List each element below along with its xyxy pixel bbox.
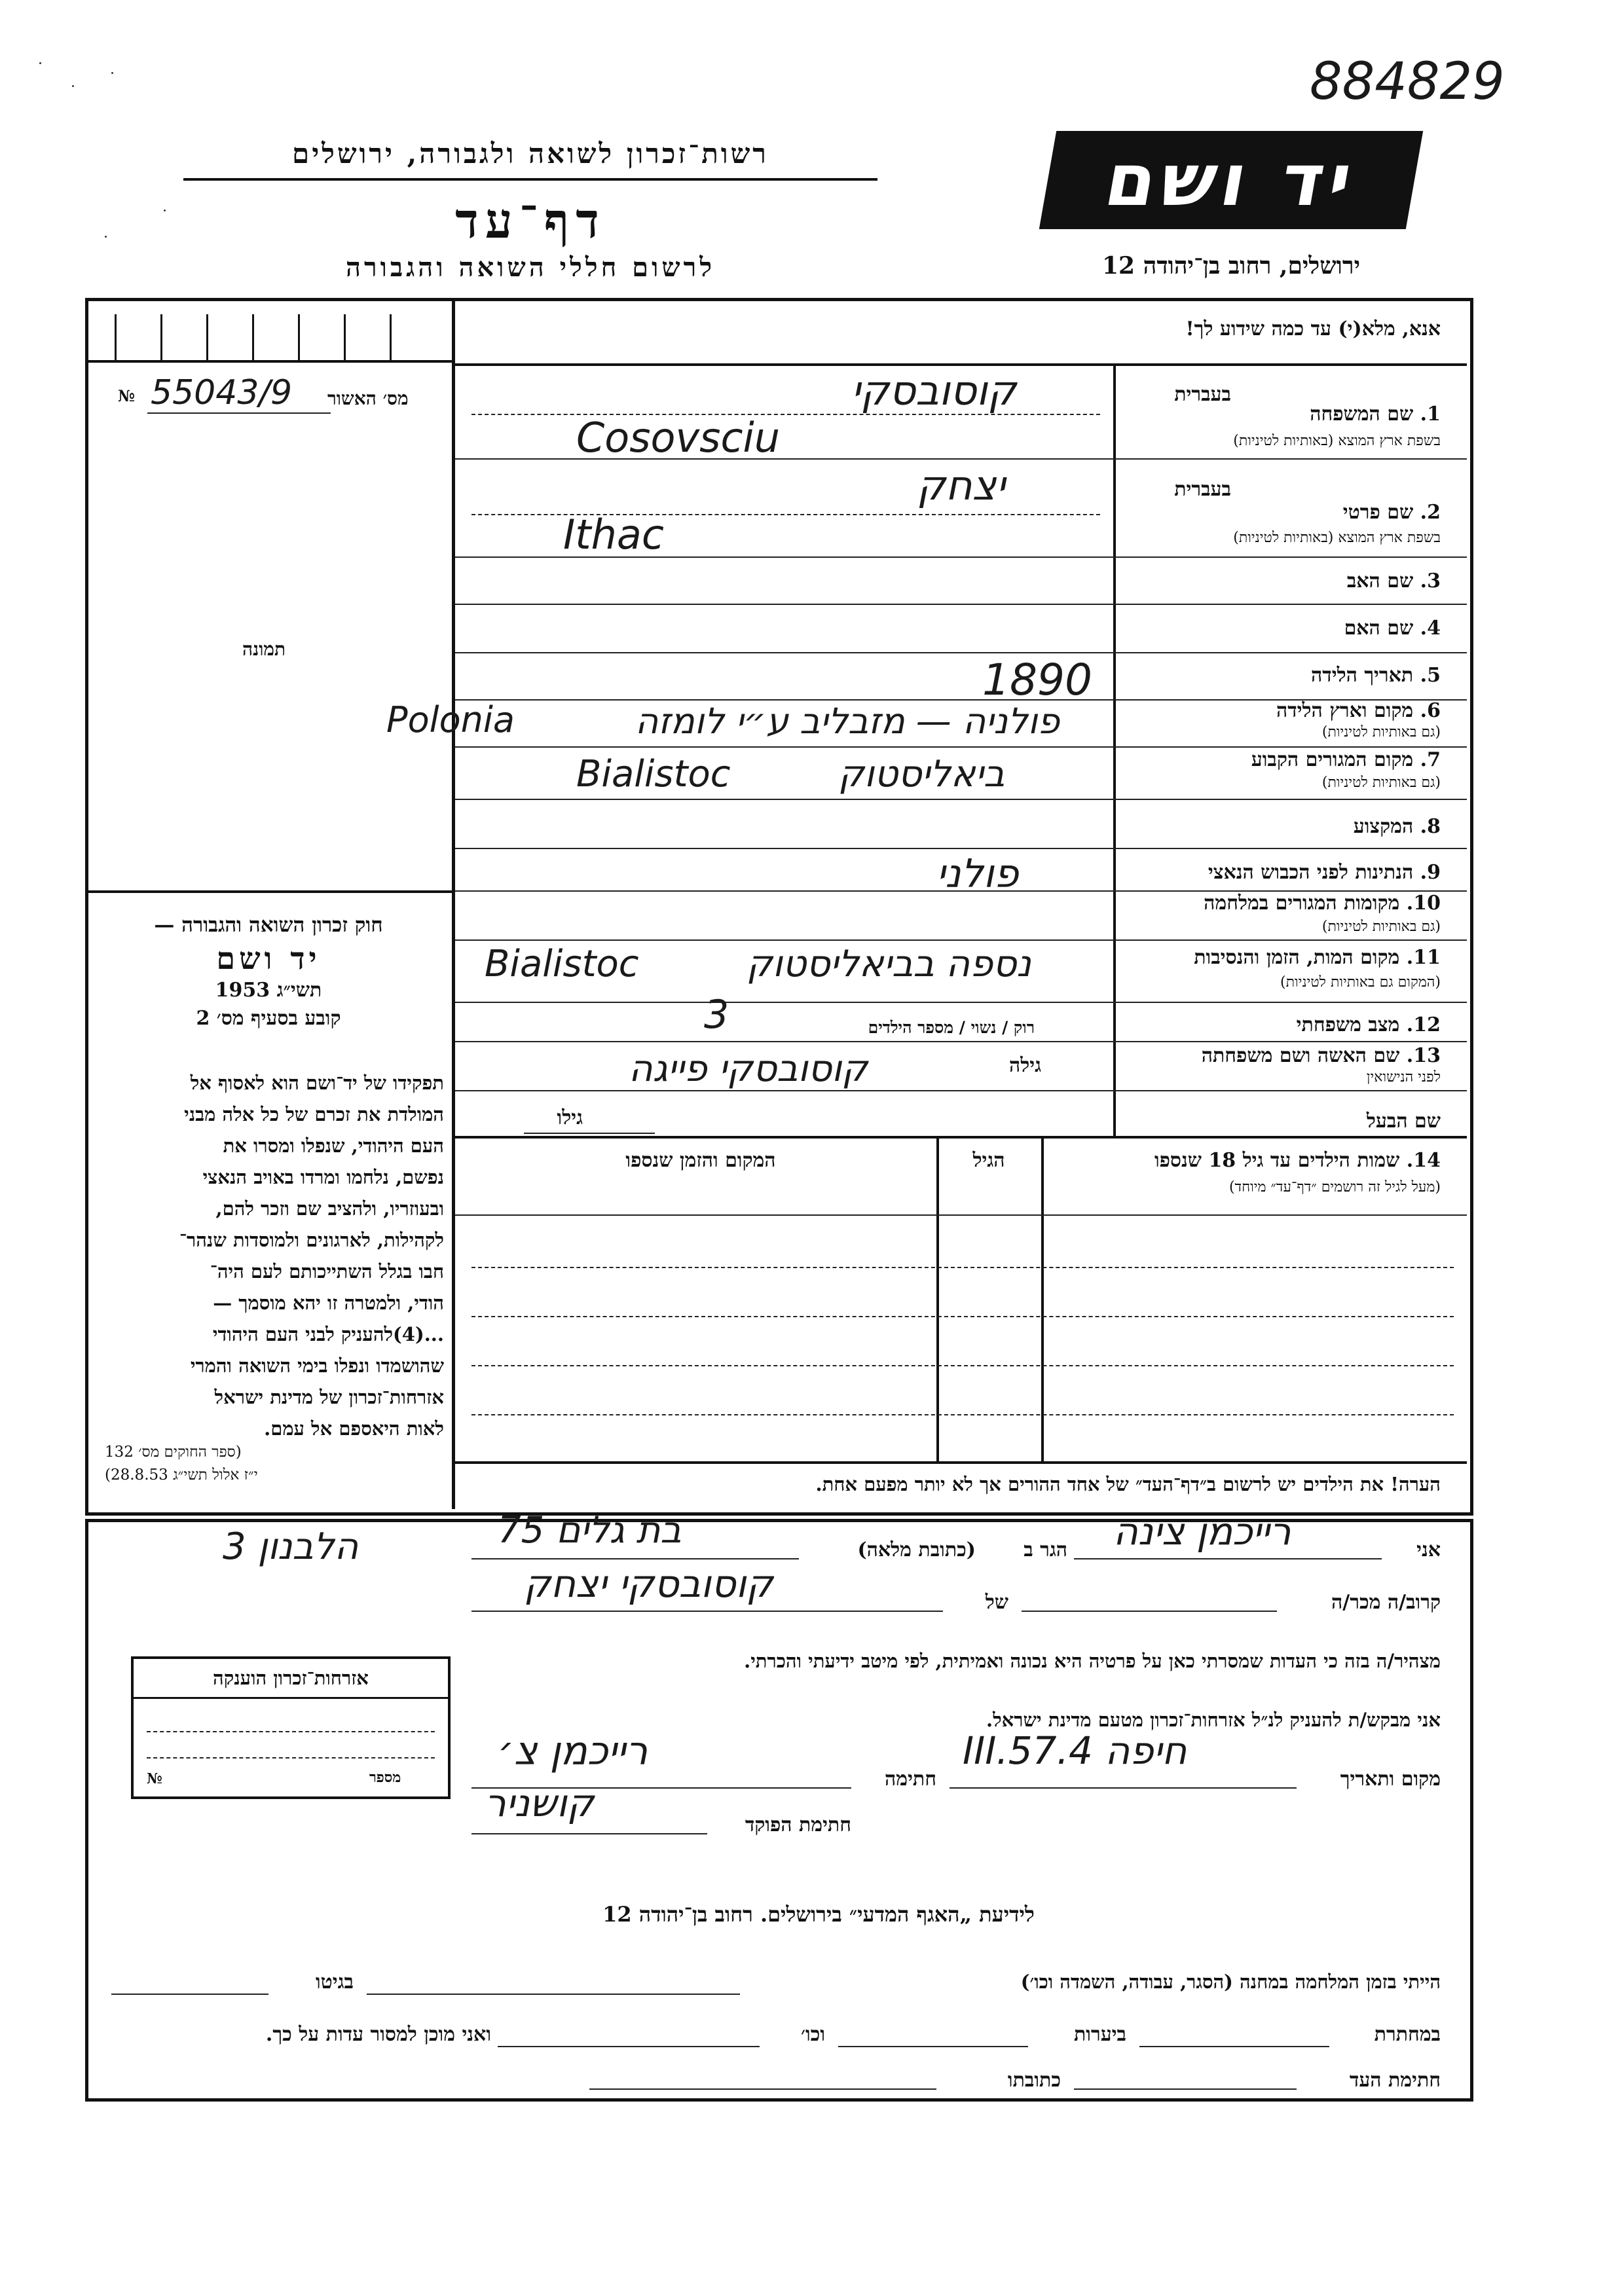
scan-speck (105, 236, 107, 238)
field-7-sub: (גם באותיות לטיניות) (1321, 774, 1441, 791)
hw-address: בת גלים 75 (498, 1509, 682, 1552)
approval-label: מס׳ האשור (327, 388, 409, 409)
field-8-label: 8. המקצוע (1353, 815, 1441, 838)
law-ref-1: (ספר החוקים מס׳ 132 (105, 1444, 242, 1461)
declarant-i-label: אני (1416, 1539, 1441, 1561)
declarant-name-line (1074, 1558, 1382, 1559)
field-1-sub: בשפת ארץ המוצא (באותיות לטיניות) (1233, 433, 1441, 449)
field-9-label: 9. הנתינות לפני הכבוש הנאצי (1208, 861, 1441, 884)
row-line (455, 1136, 1467, 1139)
husband-age-line (524, 1133, 655, 1134)
witness-address-label: כתובתו (1007, 2069, 1061, 2092)
instruction-divider (455, 363, 1467, 366)
ghetto-label: בגיטו (315, 1971, 354, 1994)
children-names-header: 14. שמות הילדים עד גיל 18 שנספו (1154, 1149, 1441, 1172)
law-line: לקהילות, לארגונים ולמוסדות שנהר־ (179, 1229, 444, 1251)
field-6-label: 6. מקום וארץ הלידה (1276, 699, 1441, 722)
law-line: ...(4)להעניק לבני העם היהודי (212, 1323, 444, 1345)
field-12-label: 12. מצב משפחתי (1296, 1013, 1441, 1036)
age-label-husband: גילו (557, 1106, 583, 1129)
law-text (97, 1067, 444, 1444)
law-ref-2: י״ז אלול תשי״ג 28.8.53) (105, 1467, 258, 1484)
place-date-line (950, 1787, 1297, 1789)
field-2-label: 2. שם פרטי (1342, 501, 1441, 524)
forest-blank (838, 2046, 1028, 2047)
scan-speck (72, 85, 74, 87)
law-line: נפשם, נלחמו ומרדו באויב הנאצי (202, 1166, 444, 1188)
scan-speck (164, 210, 166, 211)
willing-label: ואני מוכן למסור עדות על כך. (265, 2023, 491, 2046)
field-10-sub: (גם באותיות לטיניות) (1321, 919, 1441, 935)
field-2-sub: בשפת ארץ המוצא (באותיות לטיניות) (1233, 530, 1441, 546)
field-7-label: 7. מקום המגורים הקבוע (1251, 748, 1441, 771)
row-line (455, 1002, 1467, 1003)
law-line: אזרחות־זכרון של מדינת ישראל (214, 1386, 444, 1408)
hw-birth-place-he: פולניה — מזבליב ע״י לומזה (635, 701, 1060, 742)
marital-options: רוק / נשוי / מספר הילדים (868, 1018, 1035, 1037)
hw-first-lat: Ithac (563, 511, 664, 558)
certificate-no-label: מספר (369, 1769, 401, 1786)
field-13-sub: לפני הנישואין (1366, 1069, 1441, 1085)
place-date-label: מקום ותאריך (1340, 1768, 1441, 1791)
hw-children-count: 3 (704, 992, 729, 1038)
camp-line-blank (367, 1994, 740, 1995)
law-line: המולדת את זכרם של כל אלה מבני (184, 1103, 444, 1125)
left-column-divider (452, 298, 455, 1509)
authority-name: רשות־זכרון לשואה ולגבורה, ירושלים (292, 137, 769, 170)
hw-address-2: הלבנון 3 (223, 1525, 359, 1568)
note: הערה! את הילדים יש לרשום ב״דף־העד״ של אחד ההורים אך לא יותר מפעם אחת. (815, 1473, 1441, 1495)
certificate-title: אזרחות־זכרון הוענקה (213, 1667, 369, 1689)
witness-signature-blank (1074, 2088, 1297, 2090)
row-line (455, 1090, 1467, 1091)
logo-text: יד ושם (1099, 138, 1363, 222)
law-line: תפקידו של יד־ושם הוא לאסוף אל (190, 1072, 444, 1094)
law-line: חבו בגלל השתייכותם לעם היה־ (210, 1260, 444, 1283)
hw-wife-name: קוסובסקי פייגה (629, 1048, 868, 1090)
archive-number: 884829 (1310, 52, 1505, 111)
hw-nationality: פולני (936, 851, 1019, 897)
of-label: של (985, 1591, 1008, 1614)
children-header-line (455, 1214, 1467, 1216)
field-3-label: 3. שם האב (1346, 570, 1441, 592)
children-bottom-line (455, 1461, 1467, 1464)
field-11-sub: (המקום גם באותיות לטיניות) (1280, 974, 1441, 991)
law-line: הודי, ולמטרה זו יהא מוסמך — (213, 1292, 444, 1314)
hw-death-place-he: נספה בביאליסטוק (747, 943, 1031, 985)
form-title: דף־עד (455, 193, 606, 249)
hw-residence-lat: Bialistoc (576, 753, 731, 795)
label-column-divider (1113, 363, 1116, 1136)
bottom-frame (85, 1519, 1473, 2102)
approval-number: 55043/9 (151, 373, 293, 412)
law-title: חוק זכרון השואה והגבורה — (154, 913, 383, 937)
row-line (455, 848, 1467, 849)
official-line (471, 1833, 707, 1834)
row-line (455, 1041, 1467, 1042)
hw-relative: קוסובסקי יצחק (524, 1561, 773, 1606)
husband-label: שם הבעל (1366, 1110, 1441, 1133)
hw-surname-he: קוסובסקי (851, 367, 1016, 414)
witness-signature-label: חתימת העד (1349, 2069, 1441, 2092)
relative-name-line (471, 1611, 943, 1612)
etc-blank (498, 2046, 760, 2047)
children-row (471, 1414, 1454, 1415)
scan-speck (111, 72, 113, 74)
forest-label: ביערות (1073, 2023, 1126, 2046)
law-year: תשי״ג 1953 (215, 979, 322, 1002)
yad-vashem-logo (1039, 131, 1423, 229)
hw-place-date: חיפה 4.III.57 (963, 1728, 1187, 1773)
ghetto-blank (111, 1994, 268, 1995)
hw-official: קושניר (485, 1781, 594, 1825)
hw-residence-he: ביאליסטוק (838, 753, 1005, 795)
age-label-wife: גילה (1008, 1054, 1041, 1077)
law-name: יד ושם (216, 941, 321, 976)
field-5-label: 5. תאריך הלידה (1311, 664, 1441, 687)
approval-no-sign: № (118, 386, 136, 405)
certificate-no-sign: № (147, 1770, 162, 1787)
children-names-sub: (מעל לגיל זה רושמים ״דף־עד״ מיוחד) (1228, 1179, 1441, 1195)
row-line (455, 604, 1467, 605)
field-6-sub: (גם באותיות לטיניות) (1321, 724, 1441, 740)
children-row (471, 1365, 1454, 1366)
law-line: ובעוזריו, ולהציב שם וזכר להם, (215, 1197, 444, 1220)
law-line: העם היהודי, שנפלו ומסרו את (223, 1135, 444, 1157)
authority-underline (183, 178, 877, 181)
children-row (471, 1316, 1454, 1317)
tick-strip (85, 301, 452, 363)
field-4-label: 4. שם האם (1344, 617, 1441, 640)
hw-surname-lat: Cosovsciu (576, 414, 781, 462)
certificate-box (131, 1656, 451, 1799)
etc-label: וכו׳ (801, 2023, 825, 2046)
photo-divider (85, 890, 452, 893)
request: אני מבקש/ת להעניק לנ״ל אזרחות־זכרון מטעם מדינת ישראל. (986, 1709, 1441, 1731)
children-row (471, 1267, 1454, 1268)
witness-address-blank (589, 2088, 936, 2090)
form-subtitle: לרשום חללי השואה והגבורה (345, 252, 716, 283)
hw-declarant-name: רייכמן צינה (1113, 1509, 1291, 1554)
official-label: חתימת הפוקד (745, 1813, 851, 1836)
row-line (455, 652, 1467, 653)
field-11-label: 11. מקום המות, הזמן והנסיבות (1194, 946, 1441, 969)
scan-speck (39, 62, 41, 64)
law-block (92, 913, 445, 1030)
hw-death-place-lat: Bialistoc (485, 943, 639, 985)
signature-label: חתימה (885, 1768, 936, 1791)
address: ירושלים, רחוב בן־יהודה 12 (1101, 252, 1361, 280)
photo-label: תמונה (242, 638, 286, 660)
children-col-divider (1041, 1137, 1044, 1461)
row-line (455, 939, 1467, 941)
row-line (455, 746, 1467, 748)
field-13-label: 13. שם האשה ושם משפחתה (1201, 1044, 1441, 1067)
bottom-title: לידיעת „האגף המדעי״ בירושלים. רחוב בן־יהודה 12 (602, 1902, 1035, 1927)
relative-label: קרוב/ה מכר/ה (1331, 1591, 1441, 1614)
row-line (455, 799, 1467, 800)
hiding-blank (1139, 2046, 1329, 2047)
law-section: קובע בסעיף מס׳ 2 (196, 1007, 341, 1030)
instruction: אנא, מלא(י) עד כמה שידוע לך! (1185, 318, 1441, 340)
children-col-divider (936, 1137, 939, 1461)
declaration: מצהיר/ה בזה כי העדות שמסרתי כאן על פרטיה היא נכונה ואמיתית, לפי מיטב ידיעתי והכרתי. (744, 1650, 1441, 1672)
field-10-label: 10. מקומות המגורים במלחמה (1204, 892, 1441, 915)
full-address-label: (כתובת מלאה) (857, 1539, 976, 1561)
relative-line (1022, 1611, 1277, 1612)
hw-birth-date: 1890 (982, 655, 1092, 705)
camp-line: הייתי בזמן המלחמה במחנה (הסגר, עבודה, השמדה וכו׳) (1020, 1971, 1441, 1993)
hebrew-label-2: בעברית (1174, 478, 1231, 501)
law-line: לאות היאספם אל עמם. (264, 1417, 444, 1440)
hw-first-he: יצחק (917, 462, 1006, 509)
hw-birth-place-lat: Polonia (386, 699, 515, 740)
address-line (471, 1558, 799, 1559)
hiding-label: במחתרת (1374, 2023, 1441, 2046)
residing-label: הגר ב (1024, 1539, 1067, 1561)
approval-line (147, 412, 331, 414)
law-line: שהושמדו ונפלו בימי השואה והמרי (190, 1355, 444, 1377)
field-1-label: 1. שם המשפחה (1310, 403, 1441, 426)
hw-signature: רייכמן צ׳ (498, 1728, 648, 1774)
children-place-header: המקום והזמן שנספו (625, 1149, 776, 1172)
hebrew-label-1: בעברית (1174, 383, 1231, 406)
children-age-header: הגיל (972, 1149, 1005, 1172)
